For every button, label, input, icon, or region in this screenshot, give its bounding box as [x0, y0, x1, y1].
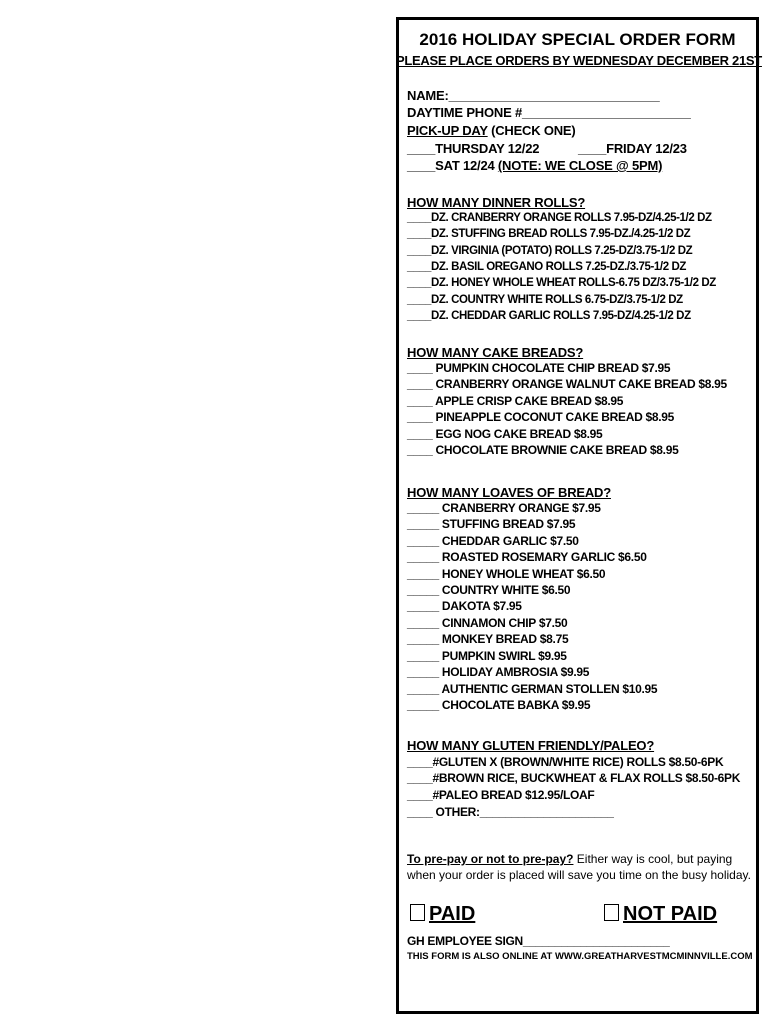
cake-bread-item[interactable]: ____ EGG NOG CAKE BREAD $8.95	[407, 427, 603, 441]
pickup-friday[interactable]: ____FRIDAY 12/23	[578, 141, 687, 156]
not-paid-checkbox[interactable]	[604, 904, 619, 921]
dinner-rolls-heading: HOW MANY DINNER ROLLS?	[407, 195, 586, 210]
gluten-item[interactable]: ____#BROWN RICE, BUCKWHEAT & FLAX ROLLS $8.50-6PK	[407, 771, 741, 785]
gluten-other-field[interactable]: ____ OTHER:_____________________	[407, 805, 614, 819]
dinner-roll-item[interactable]: ____DZ. CRANBERRY ORANGE ROLLS 7.95-DZ/4.25-1/2 DZ	[407, 212, 712, 224]
saturday-close-note: (NOTE: WE CLOSE @ 5PM)	[497, 158, 663, 173]
paid-checkbox[interactable]	[410, 904, 425, 921]
loaf-item[interactable]: _____ CHEDDAR GARLIC $7.50	[407, 534, 579, 548]
paid-option[interactable]	[410, 903, 475, 926]
order-deadline: PLEASE PLACE ORDERS BY WEDNESDAY DECEMBER 21ST	[396, 53, 762, 68]
loaf-item[interactable]: _____ DAKOTA $7.95	[407, 599, 522, 613]
cake-bread-item[interactable]: ____ PINEAPPLE COCONUT CAKE BREAD $8.95	[407, 410, 675, 424]
online-form-note: THIS FORM IS ALSO ONLINE AT WWW.GREATHARVESTMCMINNVILLE.COM	[407, 951, 753, 962]
loaf-item[interactable]: _____ MONKEY BREAD $8.75	[407, 632, 569, 646]
loaf-item[interactable]: _____ STUFFING BREAD $7.95	[407, 517, 576, 531]
pickup-day-row	[407, 123, 576, 138]
cake-bread-item[interactable]: ____ CHOCOLATE BROWNIE CAKE BREAD $8.95	[407, 443, 679, 457]
phone-field[interactable]: DAYTIME PHONE #________________________	[407, 105, 691, 120]
dinner-roll-item[interactable]: ____DZ. BASIL OREGANO ROLLS 7.25-DZ./3.75-1/2 DZ	[407, 261, 687, 273]
pickup-day-hint: (CHECK ONE)	[487, 123, 576, 138]
pickup-saturday[interactable]	[407, 158, 662, 173]
dinner-roll-item[interactable]: ____DZ. VIRGINIA (POTATO) ROLLS 7.25-DZ/3.75-1/2 DZ	[407, 245, 693, 257]
dinner-roll-item[interactable]: ____DZ. STUFFING BREAD ROLLS 7.95-DZ./4.25-1/2 DZ	[407, 228, 691, 240]
gluten-heading: HOW MANY GLUTEN FRIENDLY/PALEO?	[407, 738, 655, 753]
cake-bread-item[interactable]: ____ PUMPKIN CHOCOLATE CHIP BREAD $7.95	[407, 361, 671, 375]
cake-bread-item[interactable]: ____ CRANBERRY ORANGE WALNUT CAKE BREAD $8.95	[407, 377, 727, 391]
not-paid-label: NOT PAID	[623, 903, 718, 925]
loaf-item[interactable]: _____ COUNTRY WHITE $6.50	[407, 583, 571, 597]
loaf-item[interactable]: _____ PUMPKIN SWIRL $9.95	[407, 649, 567, 663]
loaf-item[interactable]: _____ CRANBERRY ORANGE $7.95	[407, 501, 601, 515]
pickup-thursday[interactable]: ____THURSDAY 12/22	[407, 141, 540, 156]
loaf-item[interactable]: _____ CHOCOLATE BABKA $9.95	[407, 698, 591, 712]
loaf-item[interactable]: _____ CINNAMON CHIP $7.50	[407, 616, 568, 630]
loaf-item[interactable]: _____ ROASTED ROSEMARY GARLIC $6.50	[407, 550, 647, 564]
loaf-item[interactable]: _____ HOLIDAY AMBROSIA $9.95	[407, 665, 590, 679]
cake-breads-heading: HOW MANY CAKE BREADS?	[407, 345, 584, 360]
employee-sign-field[interactable]: GH EMPLOYEE SIGN_______________________	[407, 934, 670, 948]
prepay-note	[407, 851, 752, 883]
loaf-item[interactable]: _____ AUTHENTIC GERMAN STOLLEN $10.95	[407, 682, 658, 696]
dinner-roll-item[interactable]: ____DZ. COUNTRY WHITE ROLLS 6.75-DZ/3.75-1/2 DZ	[407, 294, 683, 306]
prepay-question: To pre-pay or not to pre-pay?	[407, 852, 574, 866]
prepay-text: Either way is cool, but paying when your order is placed will save you time on the busy holiday.	[407, 852, 751, 882]
form-title: 2016 HOLIDAY SPECIAL ORDER FORM	[419, 30, 736, 49]
gluten-item[interactable]: ____#GLUTEN X (BROWN/WHITE RICE) ROLLS $8.50-6PK	[407, 755, 724, 769]
loaves-heading: HOW MANY LOAVES OF BREAD?	[407, 485, 611, 500]
pickup-saturday-label: ____SAT 12/24	[407, 158, 498, 173]
cake-bread-item[interactable]: ____ APPLE CRISP CAKE BREAD $8.95	[407, 394, 624, 408]
paid-label: PAID	[429, 903, 476, 925]
gluten-item[interactable]: ____#PALEO BREAD $12.95/LOAF	[407, 788, 595, 802]
not-paid-option[interactable]	[604, 903, 717, 926]
loaf-item[interactable]: _____ HONEY WHOLE WHEAT $6.50	[407, 567, 606, 581]
name-field[interactable]: NAME:______________________________	[407, 88, 660, 103]
dinner-roll-item[interactable]: ____DZ. CHEDDAR GARLIC ROLLS 7.95-DZ/4.25-1/2 DZ	[407, 310, 691, 322]
pickup-day-label: PICK-UP DAY	[407, 123, 488, 138]
dinner-roll-item[interactable]: ____DZ. HONEY WHOLE WHEAT ROLLS-6.75 DZ/3.75-1/2 DZ	[407, 277, 716, 289]
